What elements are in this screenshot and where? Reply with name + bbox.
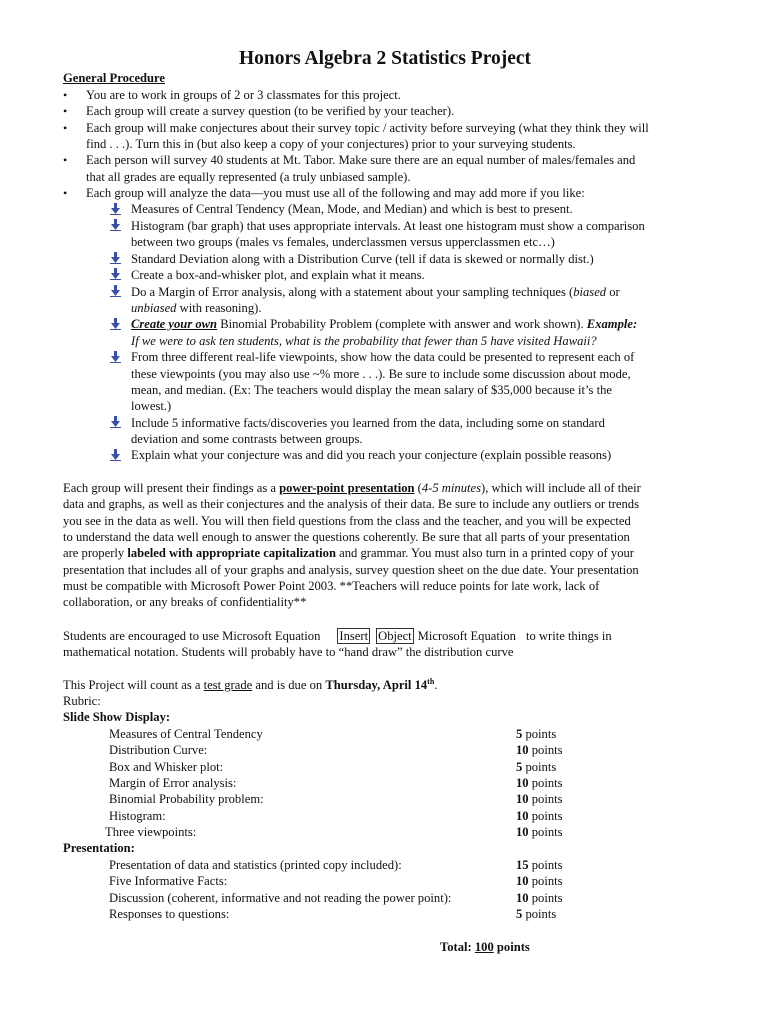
requirement-text	[123, 316, 637, 332]
points-unit: points	[522, 727, 557, 741]
insert-menu-box: Insert	[339, 629, 369, 643]
emphasis-text: labeled with appropriate capitalization	[127, 546, 336, 560]
points-value: 10	[516, 792, 529, 806]
paragraph-line: you see in the data as well. You will then field questions from the class and the teacher, and you will be expected	[63, 514, 631, 528]
paragraph-line	[63, 545, 634, 561]
text-part: .	[434, 678, 438, 692]
requirement-text-part: Do a Margin of Error analysis, along with a statement about your sampling techniques (	[131, 285, 574, 299]
points-unit: points	[528, 825, 563, 839]
requirement-text-part: Binomial Probability Problem (complete with answer and work shown).	[217, 317, 587, 331]
emphasis-text: power-point presentation	[279, 481, 415, 495]
points-value: 5	[516, 727, 523, 741]
rubric-item-label: Presentation of data and statistics (printed copy included):	[109, 858, 402, 872]
bullet-text: You are to work in groups of 2 or 3 classmates for this project.	[86, 88, 401, 102]
rubric-item-label: Margin of Error analysis:	[109, 776, 237, 790]
paragraph-line: collaboration, or any breaks of confidentiality**	[63, 595, 307, 609]
points-unit: points	[528, 874, 563, 888]
bullet-text: Each group will analyze the data—you must use all of the following and may add more if you like:	[86, 186, 585, 200]
requirement-text: Explain what your conjecture was and did you reach your conjecture (explain possible reasons)	[131, 448, 612, 462]
arrow-bullet-icon	[110, 203, 122, 215]
points-unit: points	[528, 743, 563, 757]
bullet-marker: •	[63, 88, 68, 102]
due-line	[63, 677, 437, 693]
paragraph-line: must be compatible with Microsoft Power Point 2003. **Teachers will reduce points for late work, lack of	[63, 579, 600, 593]
requirement-text: Histogram (bar graph) that uses appropriate intervals. At least one histogram must show a comparison	[131, 219, 645, 233]
paragraph-line: to understand the data well enough to answer the questions coherently. Be sure that all parts of your presentation	[63, 530, 630, 544]
rubric-item-label: Distribution Curve:	[109, 743, 208, 757]
rubric-item-points	[516, 857, 563, 873]
arrow-bullet-icon	[110, 285, 122, 297]
requirement-text: Standard Deviation along with a Distribution Curve (tell if data is skewed or normally dist.)	[131, 252, 594, 266]
points-value: 10	[516, 743, 529, 757]
text-part: and grammar. You must also turn in a printed copy of your	[335, 546, 634, 560]
points-unit: points	[528, 891, 563, 905]
rubric-item-label: Measures of Central Tendency	[109, 727, 263, 741]
text-part: are properly	[63, 546, 128, 560]
rubric-item-points	[516, 791, 563, 807]
points-value: 10	[516, 825, 529, 839]
paragraph-line	[63, 480, 641, 496]
rubric-item-label: Histogram:	[109, 809, 166, 823]
emphasis-text: biased	[573, 285, 607, 299]
text-part: Each group will present their findings as a	[63, 481, 280, 495]
bullet-text-cont: find . . .). Turn this in (but also keep a copy of your conjectures) prior to your surveying students.	[86, 137, 576, 151]
requirement-text	[131, 284, 620, 300]
paragraph-line: data and graphs, as well as their conjectures and the analysis of their data. Be sure to include any outliers or trends	[63, 497, 639, 511]
arrow-bullet-icon	[110, 351, 122, 363]
emphasis-text: 4-5 minutes	[421, 481, 481, 495]
emphasis-text: Create your own	[131, 317, 218, 331]
arrow-bullet-icon	[110, 252, 122, 264]
rubric-item-points	[516, 808, 563, 824]
requirement-text-part: with reasoning).	[176, 301, 262, 315]
rubric-item-label: Five Informative Facts:	[109, 874, 228, 888]
total-unit: points	[493, 940, 530, 954]
points-value: 5	[516, 760, 523, 774]
text-part: Students are encouraged to use Microsoft Equation	[63, 629, 321, 643]
rubric-item-label: Three viewpoints:	[105, 825, 197, 839]
requirement-text-cont: between two groups (males vs females, underclassmen versus upperclassmen etc…)	[131, 235, 555, 249]
bullet-marker: •	[63, 121, 68, 135]
rubric-item-label: Binomial Probability problem:	[109, 792, 264, 806]
requirement-text-cont: lowest.)	[131, 399, 172, 413]
example-text: If we were to ask ten students, what is the probability that fewer than 5 have visited Hawaii?	[131, 334, 597, 348]
text-part: Microsoft Equation	[417, 629, 516, 643]
arrow-bullet-icon	[110, 416, 122, 428]
requirement-text-part: or	[606, 285, 620, 299]
points-unit: points	[522, 760, 557, 774]
bullet-text-cont: that all grades are equally represented (a truly unbiased sample).	[86, 170, 411, 184]
bullet-text: Each group will create a survey question (to be verified by your teacher).	[86, 104, 455, 118]
points-value: 5	[516, 907, 523, 921]
rubric-section-slideshow: Slide Show Display:	[63, 710, 171, 724]
due-date: Thursday, April 14	[325, 678, 428, 692]
points-unit: points	[528, 792, 563, 806]
points-unit: points	[528, 809, 563, 823]
paragraph-line: mathematical notation. Students will probably have to “hand draw” the distribution curve	[63, 645, 514, 659]
rubric-item-points	[516, 873, 563, 889]
requirement-text-cont	[131, 300, 261, 316]
total-value: 100	[474, 940, 494, 954]
requirement-text: Include 5 informative facts/discoveries you learned from the data, including some on standard	[131, 416, 605, 430]
bullet-text: Each group will make conjectures about their survey topic / activity before surveying (what they think they will	[86, 121, 649, 135]
points-unit: points	[522, 907, 557, 921]
bullet-marker: •	[63, 153, 68, 167]
requirement-text: From three different real-life viewpoints, show how the data could be presented to represent each of	[131, 350, 635, 364]
total-label: Total:	[440, 940, 475, 954]
text-part: (	[414, 481, 422, 495]
section-heading-general: General Procedure	[63, 71, 166, 85]
rubric-item-label: Discussion (coherent, informative and not reading the power point):	[109, 891, 452, 905]
rubric-item-points	[516, 775, 563, 791]
requirement-text-cont: mean, and median. (Ex: The teachers would display the mean salary of $35,000 because it’s the	[131, 383, 612, 397]
arrow-bullet-icon	[110, 318, 122, 330]
requirement-text-cont: deviation and some contrasts between groups.	[131, 432, 363, 446]
due-date-suffix: th	[427, 676, 435, 686]
points-unit: points	[528, 776, 563, 790]
arrow-bullet-icon	[110, 449, 122, 461]
object-menu-box: Object	[378, 629, 412, 643]
text-part: and is due on	[252, 678, 326, 692]
rubric-item-points	[516, 759, 556, 775]
rubric-item-label: Box and Whisker plot:	[109, 760, 224, 774]
page-title: Honors Algebra 2 Statistics Project	[238, 48, 532, 69]
rubric-item-points	[516, 726, 556, 742]
bullet-text: Each person will survey 40 students at Mt. Tabor. Make sure there are an equal number of males/females and	[86, 153, 636, 167]
points-value: 10	[516, 809, 529, 823]
rubric-item-points	[516, 906, 556, 922]
paragraph-line	[63, 628, 612, 644]
arrow-bullet-icon	[110, 268, 122, 280]
text-part: ), which will include all of their	[481, 481, 641, 495]
paragraph-line: presentation that includes all of your graphs and analysis, survey question sheet on the due date. Your presentation	[63, 563, 639, 577]
bullet-marker: •	[63, 186, 68, 200]
rubric-item-points	[516, 742, 563, 758]
points-unit: points	[528, 858, 563, 872]
text-part: to write things in	[525, 629, 612, 643]
points-value: 10	[516, 874, 529, 888]
emphasis-text: unbiased	[131, 301, 177, 315]
points-value: 10	[516, 891, 529, 905]
rubric-item-points	[516, 890, 563, 906]
points-value: 15	[516, 858, 529, 872]
rubric-total	[440, 939, 530, 955]
rubric-item-label: Responses to questions:	[109, 907, 230, 921]
rubric-section-presentation: Presentation:	[63, 841, 135, 855]
rubric-label: Rubric:	[63, 694, 101, 708]
points-value: 10	[516, 776, 529, 790]
arrow-bullet-icon	[110, 219, 122, 231]
example-label: Example:	[586, 317, 638, 331]
requirement-text: Create a box-and-whisker plot, and explain what it means.	[131, 268, 425, 282]
emphasis-text: test grade	[203, 678, 253, 692]
rubric-item-points	[516, 824, 563, 840]
requirement-text: Measures of Central Tendency (Mean, Mode, and Median) and which is best to present.	[131, 202, 573, 216]
text-part: This Project will count as a	[63, 678, 204, 692]
bullet-marker: •	[63, 104, 68, 118]
requirement-text-cont: these viewpoints (you may also use ~% more . . .). Be sure to include some discussion about mode,	[131, 367, 631, 381]
